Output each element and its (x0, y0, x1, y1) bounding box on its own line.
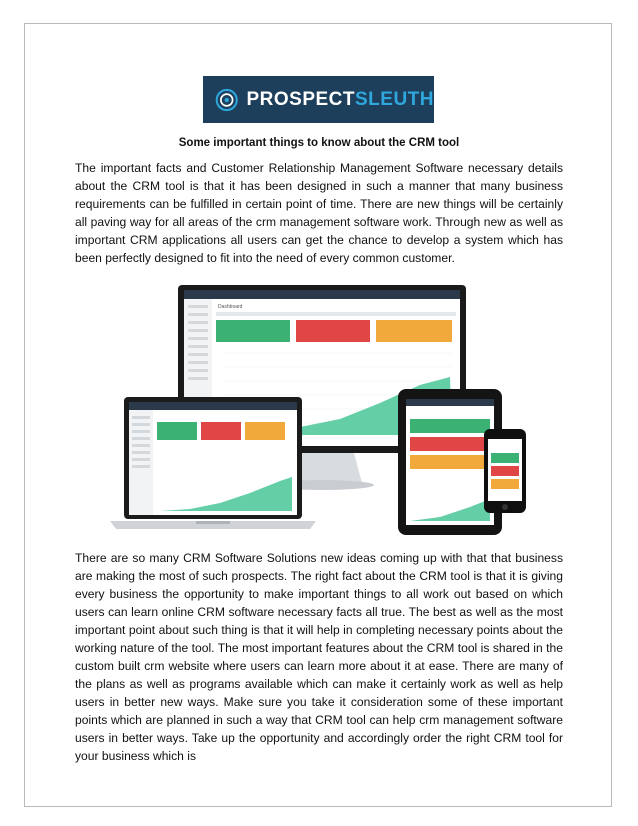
body-paragraph: There are so many CRM Software Solutions new ideas coming up with that that business are making the most of such prospects. The right fact about the CRM tool is that it is giving every business the opportunity to make important things to all work out based on which users can learn online CRM software necessary facts all true. The best as well as the most important point about such thing is that it will help in completing necessary points about the working nature of the tool. The most important features about the CRM tool is shared in the custom built crm website where users can learn more about it at ease. There are many of the plans as well as programs available which can make it certainly work as well as help users in better new ways. Make sure you take it consideration some of these important points which are planned in such a way that CRM tool can help crm management software users in better ways. Take up the opportunity and accordingly order the right CRM tool for your business which is (75, 551, 563, 763)
crm-devices-image (110, 285, 530, 543)
logo-text-sleuth: SLEUTH (355, 88, 434, 110)
laptop-device (110, 397, 316, 529)
monitor-dashboard-title: Dashboard (218, 304, 243, 310)
logo-wordmark (246, 89, 434, 111)
page-title: Some important things to know about the CRM tool (178, 137, 460, 149)
phone-device (484, 429, 526, 513)
logo-text-prospect: PROSPECT (246, 88, 355, 110)
intro-paragraph: The important facts and Customer Relationship Management Software necessary details about the CRM tool is that it has been designed in such a manner that many business requirements can be fulfilled in certain point of time. There are new things will be certainly all paving way for all areas of the crm management software work. Through new as well as important CRM applications all users can get the chance to develop a system which has been perfectly designed to fit into the need of every common customer. (75, 161, 563, 265)
prospect-sleuth-logo (203, 76, 434, 123)
logo-target-icon (215, 86, 238, 114)
